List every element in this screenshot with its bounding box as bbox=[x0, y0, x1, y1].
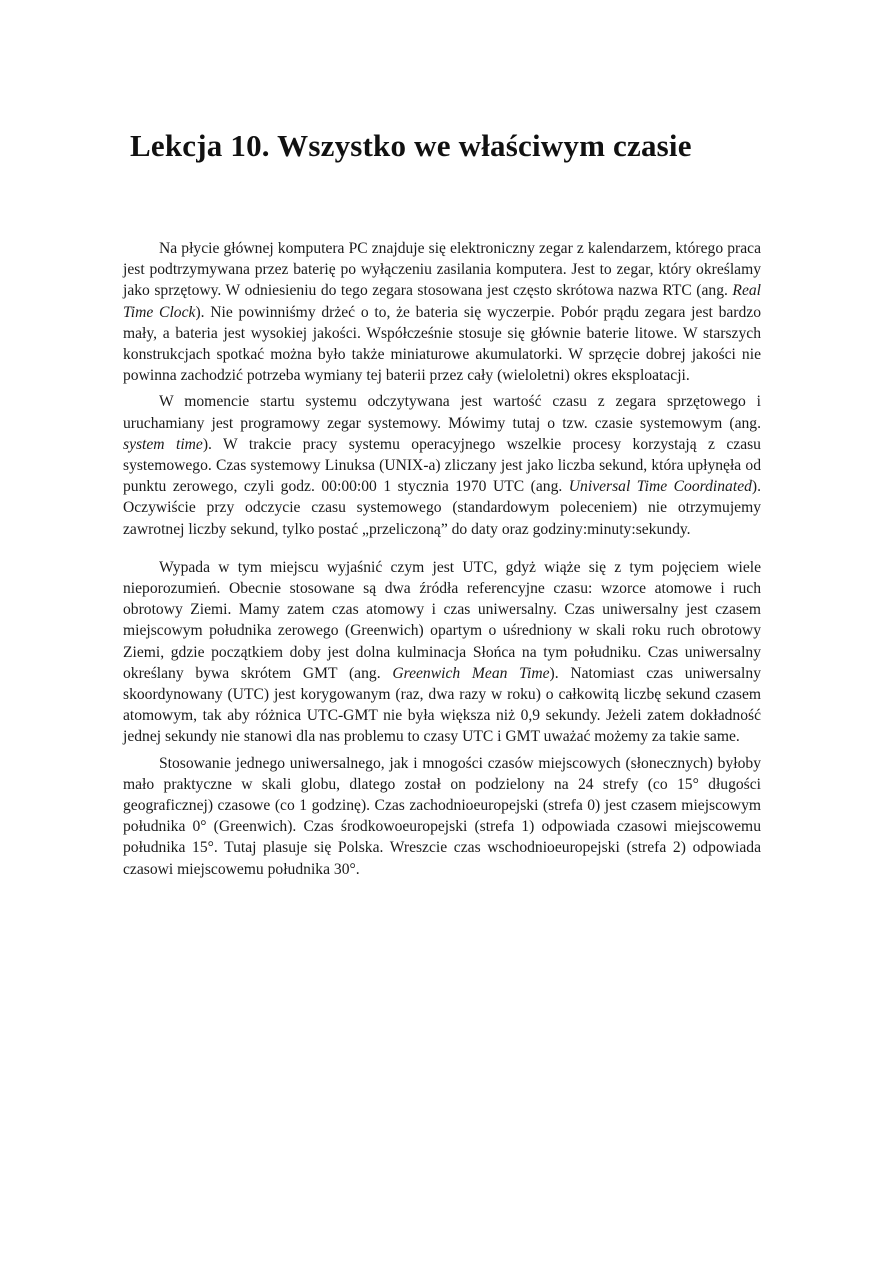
text-run: Wypada w tym miejscu wyjaśnić czym jest UTC, gdyż wiąże się z tym pojęciem wiele nieporozumień. Obecnie stosowane są dwa źródła referencyjne czasu: wzorce atomowe i ruch obrotowy Ziemi. Mamy zatem czas atomowy i czas uniwersalny. Czas uniwersalny jest czasem miejscowym południka zerowego (Greenwich) opartym o uśredniony w skali roku ruch obrotowy Ziemi, gdzie początkiem doby jest dolna kulminacja Słońca na tym południku. Czas uniwersalny określany bywa skrótem GMT (ang. bbox=[123, 558, 761, 682]
italic-term: Real Time Clock bbox=[123, 282, 761, 321]
text-run: Na płycie głównej komputera PC znajduje się elektroniczny zegar z kalendarzem, którego praca jest podtrzymywana przez baterię po wyłączeniu zasilania komputera. Jest to zegar, który określamy jako sprzętowy. W odniesieniu do tego zegara stosowana jest często skrótowa nazwa RTC (ang. bbox=[123, 240, 761, 300]
paragraph bbox=[123, 391, 761, 539]
text-run: ). Oczywiście przy odczycie czasu systemowego (standardowym poleceniem) nie otrzymujemy zawrotnej liczby sekund, tylko postać „przeliczoną” do daty oraz godziny:minuty:sekundy. bbox=[123, 478, 762, 538]
paragraph bbox=[123, 557, 761, 748]
italic-term: system time bbox=[123, 435, 203, 453]
page-title: Lekcja 10. Wszystko we właściwym czasie bbox=[130, 128, 692, 163]
paragraph bbox=[123, 238, 761, 386]
italic-term: Greenwich Mean Time bbox=[392, 664, 550, 682]
text-run: ). Natomiast czas uniwersalny skoordynowany (UTC) jest korygowanym (raz, dwa razy w roku) o całkowitą liczbę sekund czasem atomowym, tak aby różnica UTC-GMT nie była większa niż 0,9 sekundy. Jeżeli zatem dokładność jednej sekundy nie stanowi dla nas problemu to czasy UTC i GMT uważać możemy za takie same. bbox=[123, 664, 761, 746]
text-run: ). W trakcie pracy systemu operacyjnego wszelkie procesy korzystają z czasu systemowego. Czas systemowy Linuksa (UNIX-a) zliczany jest jako liczba sekund, która upłynęła od punktu zerowego, czyli godz. 00:00:00 1 stycznia 1970 UTC (ang. bbox=[123, 435, 761, 496]
body-text bbox=[123, 238, 761, 880]
text-run: ). Nie powinniśmy drżeć o to, że bateria się wyczerpie. Pobór prądu zegara jest bardzo mały, a bateria jest wysokiej jakości. Współcześnie stosuje się głównie baterie litowe. W starszych konstrukcjach spotkać można było także miniaturowe akumulatorki. W sprzęcie dobrej jakości nie powinna zachodzić potrzeba wymiany tej baterii przez cały (wieloletni) okres eksploatacji. bbox=[123, 303, 761, 385]
italic-term: Universal Time Coordinated bbox=[568, 478, 752, 496]
paragraph bbox=[123, 753, 761, 880]
text-run: Stosowanie jednego uniwersalnego, jak i mnogości czasów miejscowych (słonecznych) byłoby mało praktyczne w skali globu, dlatego został on podzielony na 24 strefy (co 15° długości geograficznej) czasowe (co 1 godzinę). Czas zachodnioeuropejski (strefa 0) jest czasem miejscowym południka 0° (Greenwich). Czas środkowoeuropejski (strefa 1) odpowiada czasowi miejscowemu południka 15°. Tutaj plasuje się Polska. Wreszcie czas wschodnioeuropejski (strefa 2) odpowiada czasowi miejscowemu południka 30°. bbox=[123, 754, 761, 878]
text-run: W momencie startu systemu odczytywana jest wartość czasu z zegara sprzętowego i uruchamiany jest programowy zegar systemowy. Mówimy tutaj o tzw. czasie systemowym (ang. bbox=[123, 393, 761, 432]
